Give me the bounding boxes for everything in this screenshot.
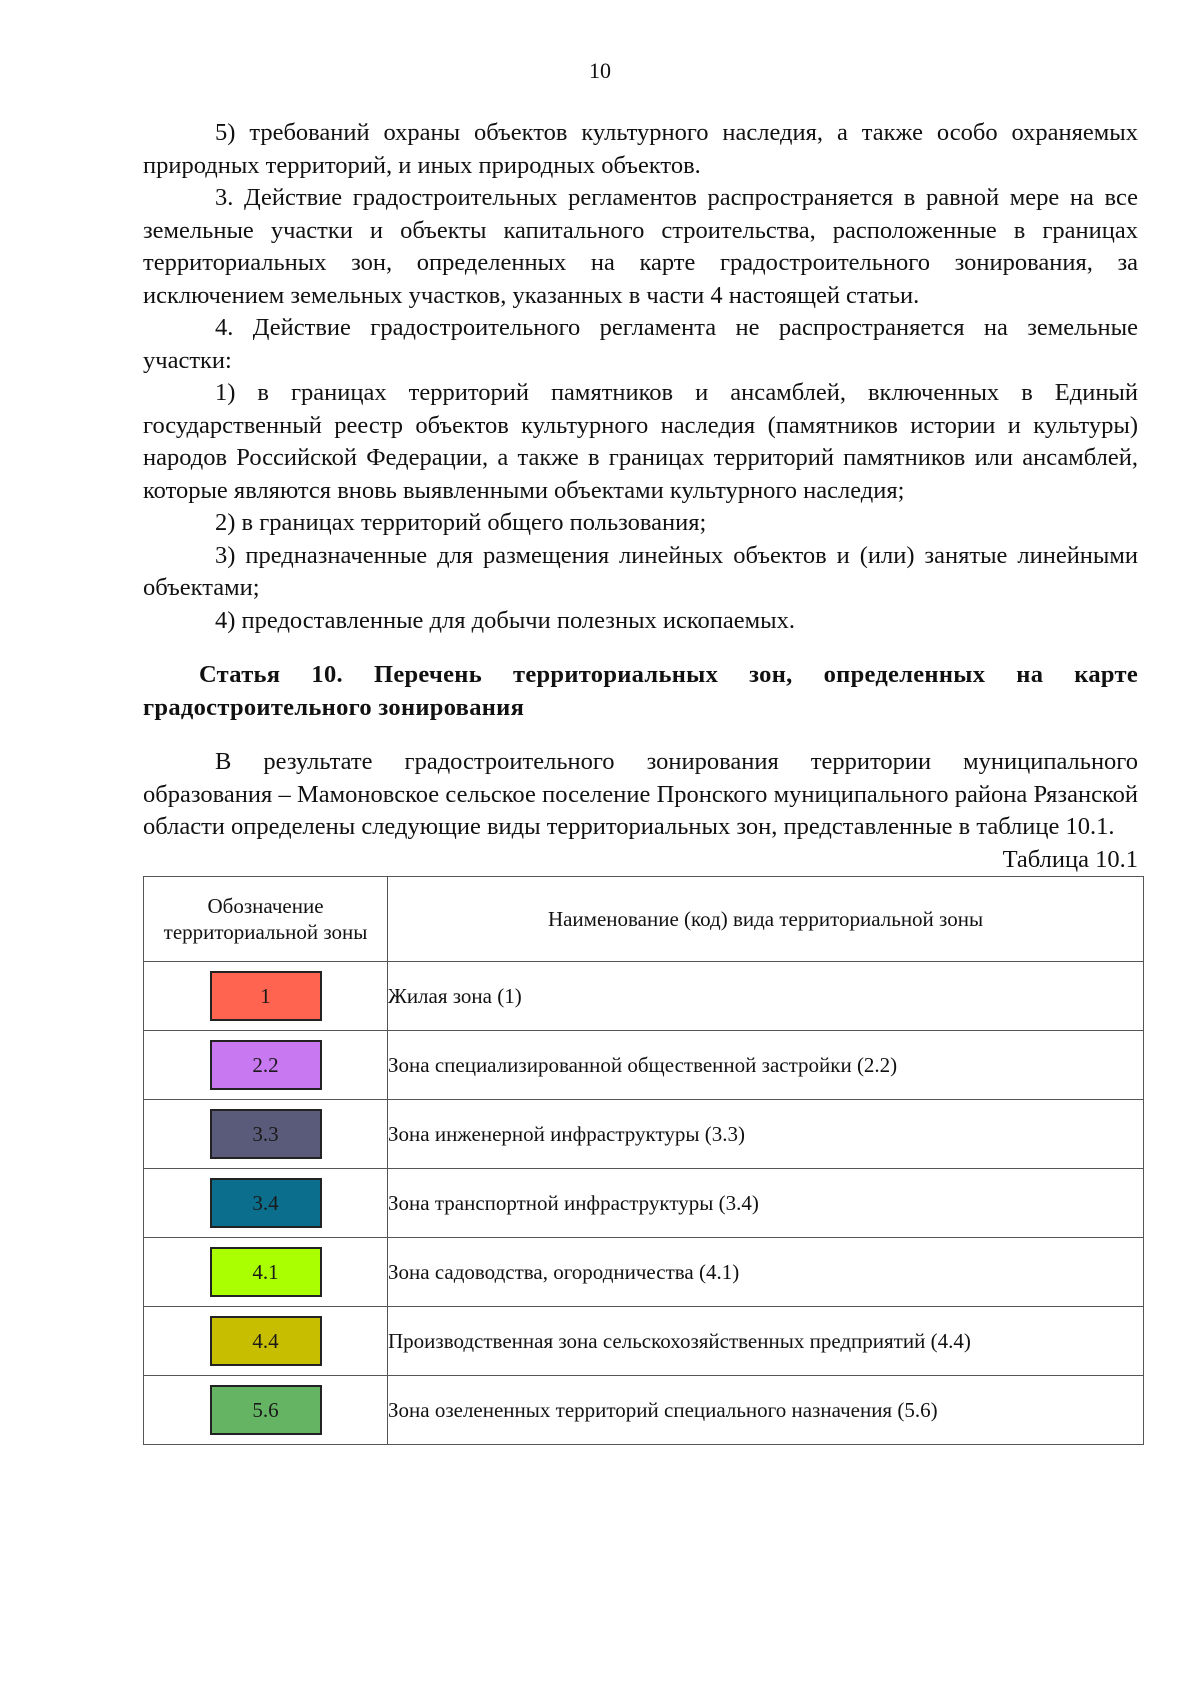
zone-name-cell: Производственная зона сельскохозяйственных предприятий (4.4) bbox=[388, 1307, 1144, 1376]
zone-code-cell bbox=[144, 1307, 388, 1376]
paragraph-subitem-1: 1) в границах территорий памятников и ансамблей, включенных в Единый государственный реестр объектов культурного наследия (памятников истории и культуры) народов Российской Федерации, а также в границах территорий памятников или ансамблей, которые являются вновь выявленными объектами культурного наследия; bbox=[143, 379, 1138, 504]
table-row bbox=[144, 1100, 1144, 1169]
zone-code-cell bbox=[144, 1100, 388, 1169]
zone-name-cell: Зона садоводства, огородничества (4.1) bbox=[388, 1238, 1144, 1307]
zone-code-cell bbox=[144, 1238, 388, 1307]
zone-name-cell: Жилая зона (1) bbox=[388, 962, 1144, 1031]
zones-table bbox=[143, 876, 1144, 1445]
page-number: 10 bbox=[589, 58, 611, 83]
zone-code-cell bbox=[144, 1031, 388, 1100]
table-row bbox=[144, 1238, 1144, 1307]
paragraph-item-5: 5) требований охраны объектов культурного наследия, а также особо охраняемых природных территорий, и иных природных объектов. bbox=[143, 119, 1138, 179]
document-body bbox=[143, 117, 1138, 1445]
zone-name-cell: Зона озелененных территорий специального назначения (5.6) bbox=[388, 1376, 1144, 1445]
zone-name-cell: Зона транспортной инфраструктуры (3.4) bbox=[388, 1169, 1144, 1238]
zone-code-cell bbox=[144, 962, 388, 1031]
table-header-row bbox=[144, 877, 1144, 962]
paragraph-part-3: 3. Действие градостроительных регламентов распространяется в равной мере на все земельные участки и объекты капитального строительства, расположенные в границах территориальных зон, определенных на карте градостроительного зонирования, за исключением земельных участков, указанных в части 4 настоящей статьи. bbox=[143, 184, 1138, 309]
zone-color-swatch: 4.1 bbox=[210, 1247, 322, 1297]
intro-paragraph: В результате градостроительного зонирования территории муниципального образования – Мамоновское сельское поселение Пронского муниципального района Рязанской области определены следующие виды территориальных зон, представленные в таблице 10.1. bbox=[143, 748, 1138, 840]
paragraph-subitem-2: 2) в границах территорий общего пользования; bbox=[215, 509, 707, 536]
paragraph-subitem-4: 4) предоставленные для добычи полезных ископаемых. bbox=[215, 606, 795, 634]
zone-color-swatch: 1 bbox=[210, 971, 322, 1021]
zone-color-swatch: 5.6 bbox=[210, 1385, 322, 1435]
zone-code-cell bbox=[144, 1376, 388, 1445]
header-name: Наименование (код) вида территориальной зоны bbox=[388, 877, 1144, 962]
paragraph-subitem-3: 3) предназначенные для размещения линейных объектов и (или) занятые линейными объектами; bbox=[143, 541, 1138, 601]
zone-color-swatch: 4.4 bbox=[210, 1316, 322, 1366]
zone-name-cell: Зона инженерной инфраструктуры (3.3) bbox=[388, 1100, 1144, 1169]
zone-color-swatch: 3.3 bbox=[210, 1109, 322, 1159]
zone-code-cell bbox=[144, 1169, 388, 1238]
table-row bbox=[144, 1376, 1144, 1445]
table-row bbox=[144, 1307, 1144, 1376]
paragraph-part-4: 4. Действие градостроительного регламента не распространяется на земельные участки: bbox=[143, 314, 1138, 374]
table-caption: Таблица 10.1 bbox=[1002, 845, 1138, 873]
table-row bbox=[144, 1169, 1144, 1238]
article-heading: Статья 10. Перечень территориальных зон, определенных на карте градостроительного зонирования bbox=[143, 661, 1138, 721]
table-row bbox=[144, 1031, 1144, 1100]
zone-color-swatch: 3.4 bbox=[210, 1178, 322, 1228]
table-row bbox=[144, 962, 1144, 1031]
zone-name-cell: Зона специализированной общественной застройки (2.2) bbox=[388, 1031, 1144, 1100]
zone-color-swatch: 2.2 bbox=[210, 1040, 322, 1090]
header-code: Обозначение территориальной зоны bbox=[144, 877, 388, 962]
